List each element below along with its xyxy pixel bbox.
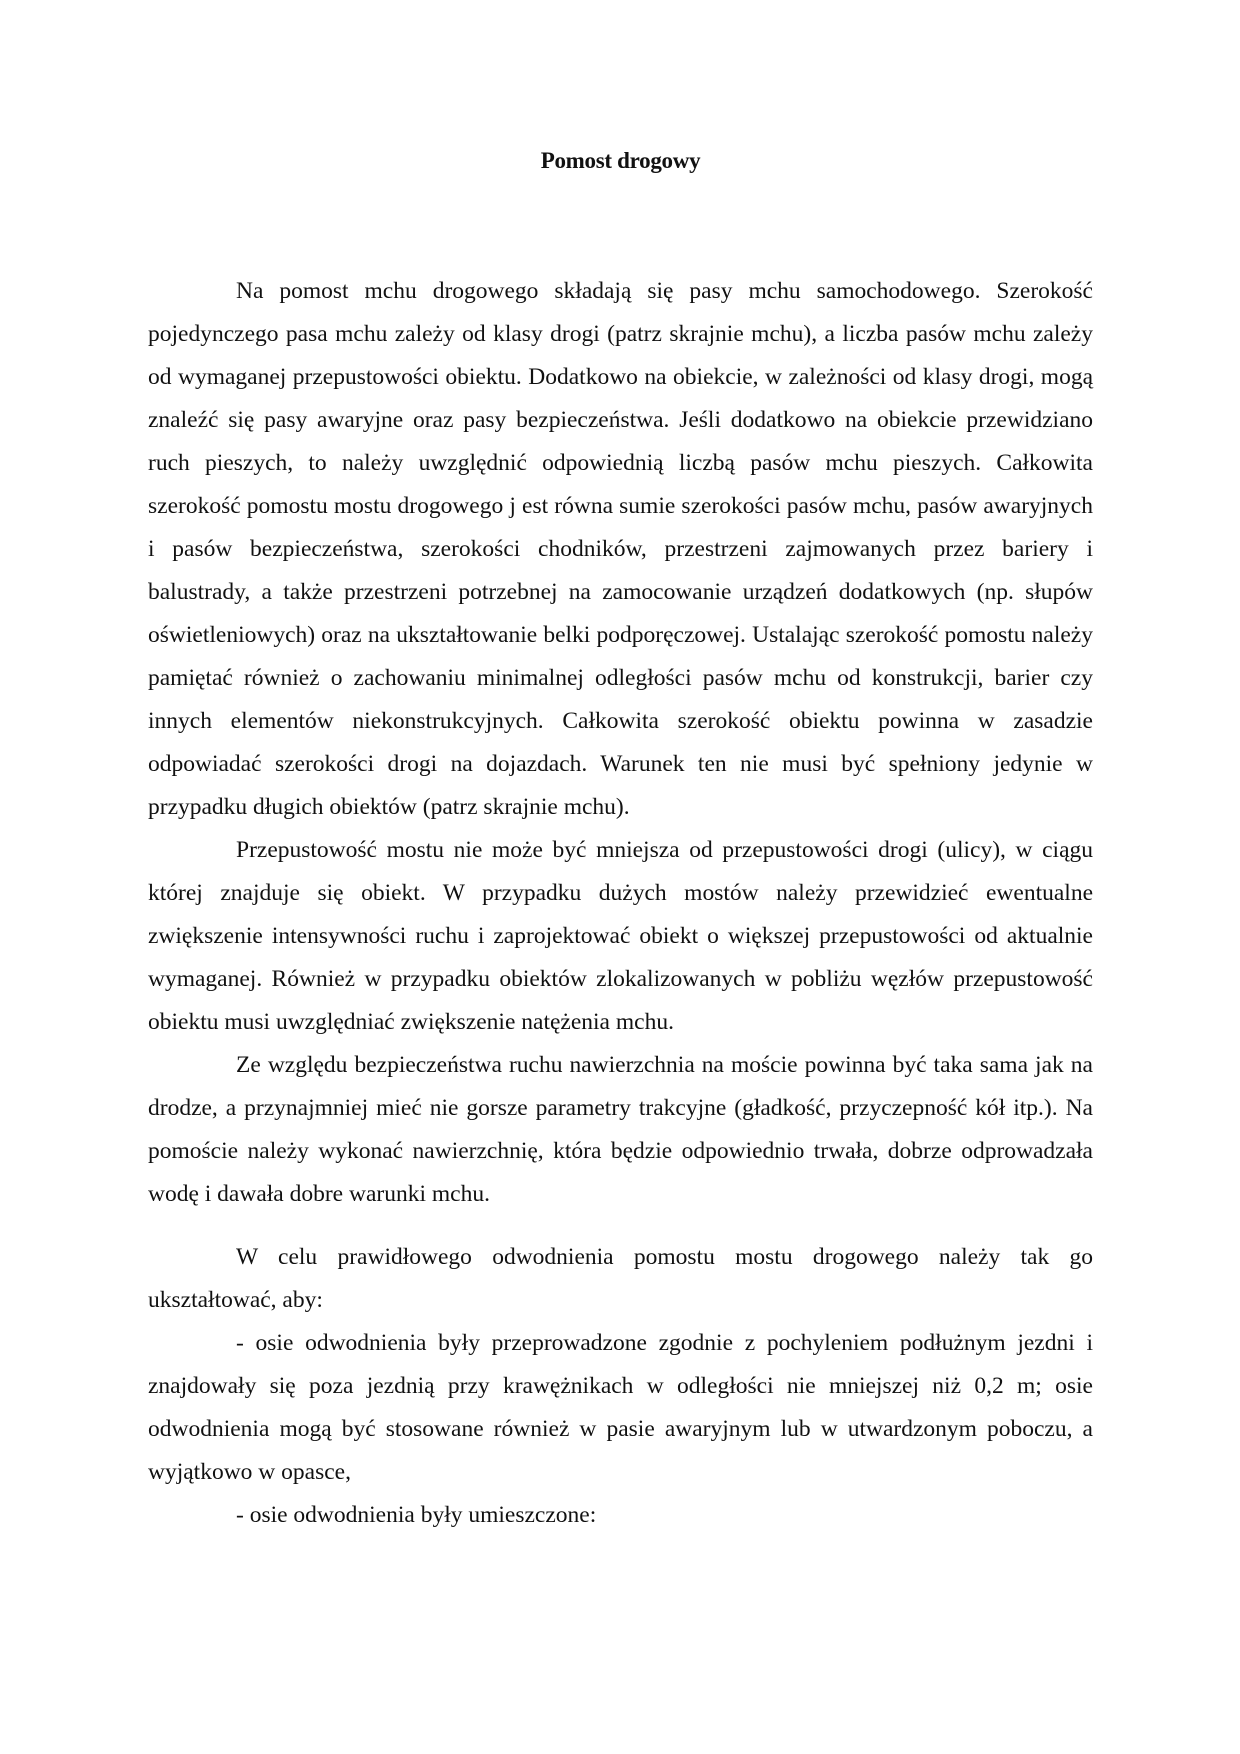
list-item-drainage-axes: - osie odwodnienia były przeprowadzone zgodnie z pochyleniem podłużnym jezdni i znajdowały się poza jezdnią przy krawężnikach w odległości nie mniejszej niż 0,2 m; osie odwodnienia mogą być stosowane również w pasie awaryjnym lub w utwardzonym poboczu, a wyjątkowo w opasce, bbox=[148, 1330, 1093, 1485]
paragraph-deck-width: Na pomost mchu drogowego składają się pasy mchu samochodowego. Szerokość pojedynczego pasa mchu zależy od klasy drogi (patrz skrajnie mchu), a liczba pasów mchu zależy od wymaganej przepustowości obiektu. Dodatkowo na obiekcie, w zależności od klasy drogi, mogą znaleźć się pasy awaryjne oraz pasy bezpieczeństwa. Jeśli dodatkowo na obiekcie przewidziano ruch pieszych, to należy uwzględnić odpowiednią liczbą pasów mchu pieszych. Całkowita szerokość pomostu mostu drogowego j est równa sumie szerokości pasów mchu, pasów awaryjnych i pasów bezpieczeństwa, szerokości chodników, przestrzeni zajmowanych przez bariery i balustrady, a także przestrzeni potrzebnej na zamocowanie urządzeń dodatkowych (np. słupów oświetleniowych) oraz na ukształtowanie belki podporęczowej. Ustalając szerokość pomostu należy pamiętać również o zachowaniu minimalnej odległości pasów mchu od konstrukcji, barier czy innych elementów niekonstrukcyjnych. Całkowita szerokość obiektu powinna w zasadzie odpowiadać szerokości drogi na dojazdach. Warunek ten nie musi być spełniony jedynie w przypadku długich obiektów (patrz skrajnie mchu). bbox=[148, 278, 1093, 820]
document-title: Pomost drogowy bbox=[540, 148, 701, 173]
paragraph-surface: Ze względu bezpieczeństwa ruchu nawierzchnia na moście powinna być taka sama jak na drodze, a przynajmniej mieć nie gorsze parametry trakcyjne (gładkość, przyczepność kół itp.). Na pomoście należy wykonać nawierzchnię, która będzie odpowiednio trwała, dobrze odprowadzała wodę i dawała dobre warunki mchu. bbox=[148, 1052, 1093, 1207]
paragraph-capacity: Przepustowość mostu nie może być mniejsza od przepustowości drogi (ulicy), w ciągu której znajduje się obiekt. W przypadku dużych mostów należy przewidzieć ewentualne zwiększenie intensywności ruchu i zaprojektować obiekt o większej przepustowości od aktualnie wymaganej. Również w przypadku obiektów zlokalizowanych w pobliżu węzłów przepustowość obiektu musi uwzględniać zwiększenie natężenia mchu. bbox=[148, 837, 1093, 1035]
paragraph-drainage-intro: W celu prawidłowego odwodnienia pomostu mostu drogowego należy tak go ukształtować, aby: bbox=[148, 1244, 1093, 1313]
paragraph-spacer bbox=[148, 1216, 1093, 1236]
document-body bbox=[148, 270, 1093, 1537]
list-item-drainage-placement: - osie odwodnienia były umieszczone: bbox=[236, 1502, 597, 1528]
